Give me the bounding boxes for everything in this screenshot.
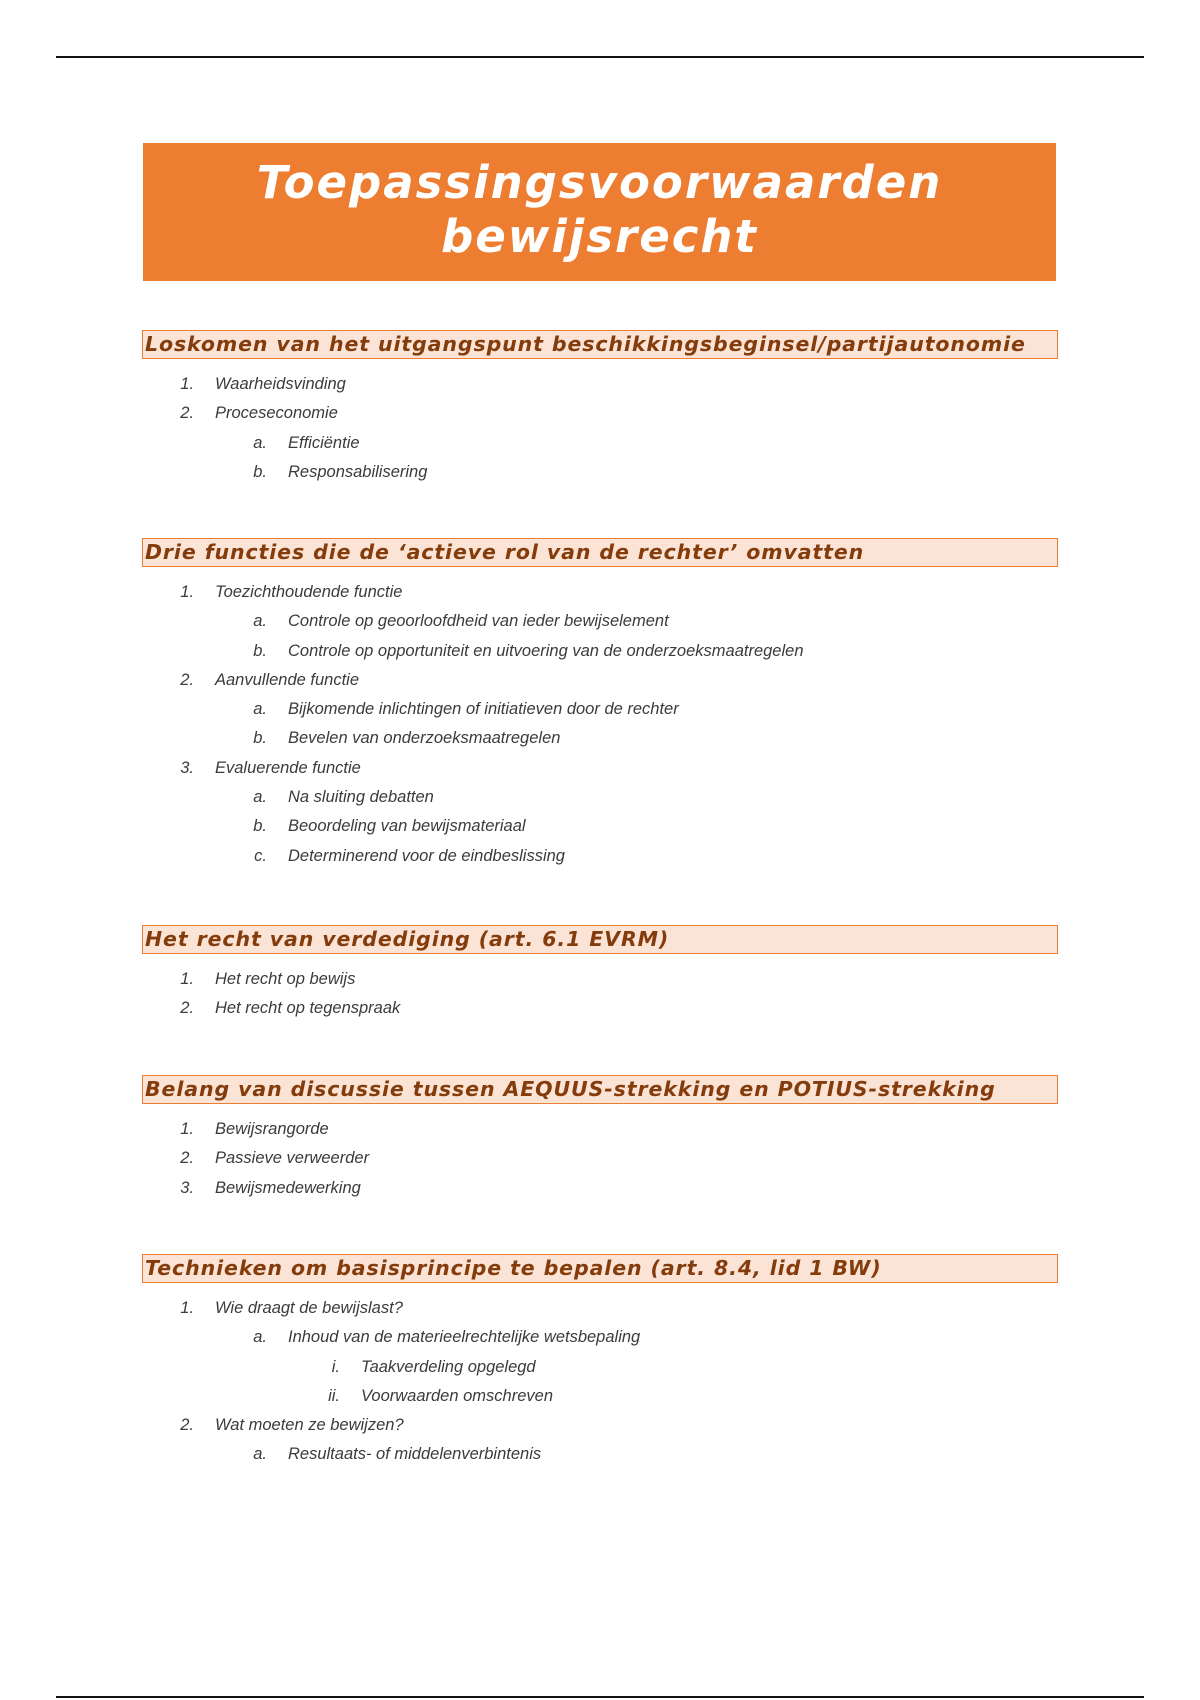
list-marker: 2.: [180, 1149, 194, 1168]
list-item-text: Inhoud van de materieelrechtelijke wetsbepaling: [288, 1328, 641, 1347]
list-item: [142, 370, 1058, 399]
list-item: [142, 666, 1058, 695]
list-item: [142, 399, 1058, 428]
document-title-line-2: bewijsrecht: [441, 210, 758, 263]
list-item: [142, 578, 1058, 607]
list-marker: b.: [253, 729, 267, 748]
list-item-text: Controle op geoorloofdheid van ieder bewijselement: [288, 612, 669, 631]
list-item-text: Na sluiting debatten: [288, 788, 434, 807]
list-item-text: Proceseconomie: [215, 404, 338, 423]
page-top-rule: [56, 56, 1144, 58]
section-heading: Technieken om basisprincipe te bepalen (art. 8.4, lid 1 BW): [142, 1254, 1058, 1283]
list-marker: 2.: [180, 670, 194, 689]
list-item: [142, 783, 1058, 812]
list-item-text: Aanvullende functie: [215, 670, 360, 689]
document-title-line-1: Toepassingsvoorwaarden: [256, 156, 943, 209]
list-item: [142, 1294, 1058, 1323]
list-item: [142, 607, 1058, 636]
numbered-list: [142, 1294, 1058, 1470]
list-item: [142, 812, 1058, 841]
list-item: [142, 429, 1058, 458]
list-marker: a.: [253, 700, 267, 719]
section-recht-van-verdediging: [142, 925, 1058, 1024]
section-heading: Belang van discussie tussen AEQUUS-strekking en POTIUS-strekking: [142, 1075, 1058, 1104]
list-item-text: Resultaats- of middelenverbintenis: [288, 1445, 542, 1464]
list-item-text: Taakverdeling opgelegd: [361, 1357, 536, 1376]
list-marker: 1.: [180, 1120, 194, 1138]
list-item-text: Bevelen van onderzoeksmaatregelen: [288, 729, 561, 748]
list-item: [142, 1440, 1058, 1469]
list-marker: c.: [254, 846, 267, 865]
list-marker: 3.: [180, 758, 194, 777]
section-actieve-rol-rechter: [142, 538, 1058, 871]
list-marker: b.: [253, 641, 267, 660]
list-item-text: Bijkomende inlichtingen of initiatieven door de rechter: [288, 700, 679, 719]
list-item-text: Wie draagt de bewijslast?: [215, 1299, 403, 1317]
list-item: [142, 637, 1058, 666]
list-item-text: Waarheidsvinding: [215, 375, 346, 393]
list-item-text: Het recht op tegenspraak: [215, 999, 401, 1018]
numbered-list: [142, 578, 1058, 871]
list-item-text: Toezichthoudende functie: [215, 583, 403, 601]
list-marker: 1.: [180, 970, 194, 988]
list-item: [142, 458, 1058, 487]
list-item: [142, 1174, 1058, 1203]
list-item: [142, 842, 1058, 871]
section-aequus-potius: [142, 1075, 1058, 1203]
list-item: [142, 724, 1058, 753]
list-marker: a.: [253, 433, 267, 452]
numbered-list: [142, 965, 1058, 1024]
list-item-text: Passieve verweerder: [215, 1149, 370, 1168]
list-marker: a.: [253, 788, 267, 807]
list-item-text: Determinerend voor de eindbeslissing: [288, 846, 565, 865]
list-item-text: Bewijsrangorde: [215, 1120, 329, 1138]
list-marker: 1.: [180, 583, 194, 601]
list-item-text: Evaluerende functie: [215, 758, 361, 777]
list-marker: i.: [331, 1357, 340, 1376]
list-marker: b.: [253, 817, 267, 836]
list-item: [142, 695, 1058, 724]
list-marker: ii.: [328, 1386, 340, 1405]
list-marker: 2.: [180, 1416, 194, 1435]
list-marker: 3.: [180, 1178, 194, 1197]
numbered-list: [142, 370, 1058, 487]
list-item-text: Beoordeling van bewijsmateriaal: [288, 817, 526, 836]
list-marker: 2.: [180, 404, 194, 423]
list-item-text: Efficiëntie: [288, 433, 360, 452]
list-marker: a.: [253, 1328, 267, 1347]
list-item: [142, 1115, 1058, 1144]
list-marker: 1.: [180, 375, 194, 393]
list-item-text: Wat moeten ze bewijzen?: [215, 1416, 404, 1435]
list-item-text: Controle op opportuniteit en uitvoering van de onderzoeksmaatregelen: [288, 641, 804, 660]
list-item: [142, 965, 1058, 994]
list-item-text: Het recht op bewijs: [215, 970, 356, 988]
list-marker: 2.: [180, 999, 194, 1018]
list-item: [142, 1323, 1058, 1352]
page-bottom-rule: [56, 1696, 1144, 1698]
list-item: [142, 1353, 1058, 1382]
numbered-list: [142, 1115, 1058, 1203]
list-item: [142, 1411, 1058, 1440]
section-heading: Loskomen van het uitgangspunt beschikkingsbeginsel/partijautonomie: [142, 330, 1058, 359]
section-heading: Drie functies die de ‘actieve rol van de rechter’ omvatten: [142, 538, 1058, 567]
section-technieken-basisprincipe: [142, 1254, 1058, 1470]
list-marker: a.: [253, 612, 267, 631]
list-item: [142, 1382, 1058, 1411]
list-item: [142, 1144, 1058, 1173]
list-marker: a.: [253, 1445, 267, 1464]
list-item: [142, 754, 1058, 783]
list-item: [142, 994, 1058, 1023]
list-marker: 1.: [180, 1299, 194, 1317]
list-marker: b.: [253, 462, 267, 481]
list-item-text: Voorwaarden omschreven: [361, 1386, 553, 1405]
section-heading: Het recht van verdediging (art. 6.1 EVRM): [142, 925, 1058, 954]
section-beschikkingsbeginsel: [142, 330, 1058, 487]
list-item-text: Responsabilisering: [288, 462, 428, 481]
document-title-banner: [143, 143, 1056, 281]
list-item-text: Bewijsmedewerking: [215, 1178, 361, 1197]
